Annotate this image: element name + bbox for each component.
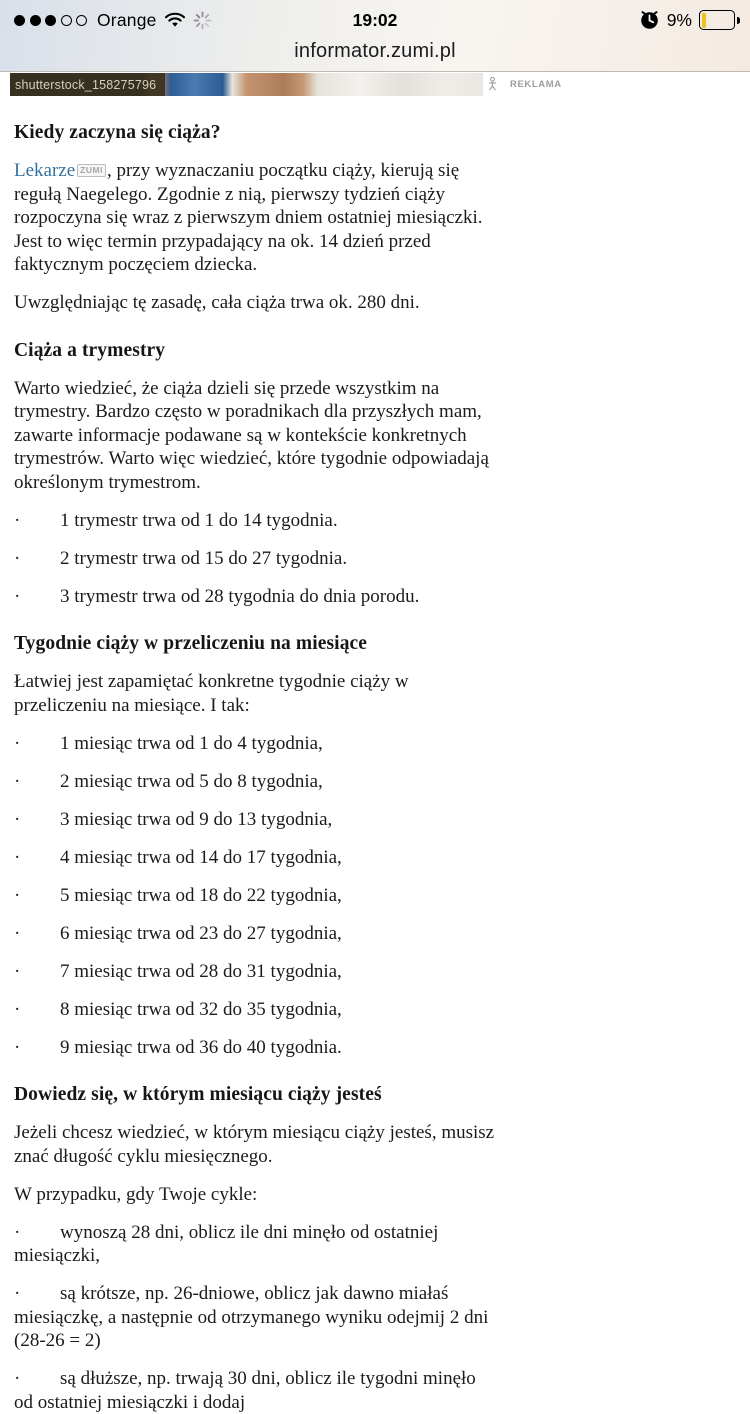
bullet-item: · 2 trymestr trwa od 15 do 27 tygodnia.: [14, 547, 348, 569]
section-heading: Ciąża a trymestry: [14, 339, 166, 361]
paragraph: Łatwiej jest zapamiętać konkretne tygodnie ciąży w przeliczeniu na miesiące. I tak:: [14, 671, 409, 716]
bullet-item: · są dłuższe, np. trwają 30 dni, oblicz ile tygodni minęło od ostatniej miesiączki i dodaj: [14, 1368, 476, 1413]
bullet-marker: ·: [14, 960, 21, 982]
bullet-marker: ·: [14, 770, 21, 792]
bullet-marker: ·: [14, 846, 21, 868]
section-heading: Kiedy zaczyna się ciąża?: [14, 122, 221, 143]
paragraph: Uwzględniając tę zasadę, cała ciąża trwa ok. 280 dni.: [14, 292, 420, 313]
alarm-clock-icon: [639, 10, 660, 30]
bullet-marker: ·: [14, 509, 21, 531]
bullet-marker: ·: [14, 1036, 21, 1058]
article: [0, 122, 496, 1414]
battery-icon: [699, 10, 740, 30]
url-bar[interactable]: informator.zumi.pl: [294, 40, 456, 62]
bullet-marker: ·: [14, 884, 21, 906]
ad-marker[interactable]: [483, 77, 562, 91]
status-bar: [0, 7, 750, 33]
bullet-item: · 9 miesiąc trwa od 36 do 40 tygodnia.: [14, 1036, 342, 1058]
battery-fill: [702, 13, 706, 28]
paragraph: Warto wiedzieć, że ciąża dzieli się przede wszystkim na trymestry. Bardzo często w poradnikach dla przyszłych mam, zawarte informacje podawane są w kontekście konkretnych trymestrów. Warto więc wiedzieć, które tygodnie odpowiadają określonym trymestrom.: [14, 377, 489, 493]
battery-percent: 9%: [666, 9, 692, 30]
paragraph: W przypadku, gdy Twoje cykle:: [14, 1183, 258, 1205]
bullet-marker: ·: [14, 1221, 21, 1243]
lekarze-link[interactable]: Lekarze: [14, 160, 76, 181]
hero-image: [10, 73, 483, 96]
bullet-item: · 1 trymestr trwa od 1 do 14 tygodnia.: [14, 509, 338, 531]
bullet-marker: ·: [14, 732, 21, 754]
bullet-marker: ·: [14, 998, 21, 1020]
bullet-item: · 2 miesiąc trwa od 5 do 8 tygodnia,: [14, 770, 323, 792]
bullet-item: · 8 miesiąc trwa od 32 do 35 tygodnia,: [14, 998, 342, 1020]
ad-label: REKLAMA: [510, 79, 562, 90]
bullet-item: · są krótsze, np. 26-dniowe, oblicz jak dawno miałaś miesiączkę, a następnie od otrzymanego wyniku odejmij 2 dni (28-26 = 2): [14, 1283, 489, 1351]
bullet-item: · 7 miesiąc trwa od 28 do 31 tygodnia,: [14, 960, 342, 982]
zumi-badge: ZUMI: [77, 164, 106, 177]
bullet-marker: ·: [14, 547, 21, 569]
paragraph: Jeżeli chcesz wiedzieć, w którym miesiącu ciąży jesteś, musisz znać długość cyklu miesięcznego.: [14, 1122, 495, 1167]
carrier-label: Orange: [97, 9, 157, 30]
bullet-item: · 6 miesiąc trwa od 23 do 27 tygodnia,: [14, 922, 342, 944]
bullet-item: · 1 miesiąc trwa od 1 do 4 tygodnia,: [14, 732, 323, 754]
bullet-item: · 3 miesiąc trwa od 9 do 13 tygodnia,: [14, 808, 333, 830]
hero-row: [0, 73, 750, 97]
bullet-marker: ·: [14, 585, 21, 607]
section-heading: Tygodnie ciąży w przeliczeniu na miesiące: [14, 633, 368, 654]
bullet-marker: ·: [14, 1368, 21, 1389]
bullet-item: · 4 miesiąc trwa od 14 do 17 tygodnia,: [14, 846, 342, 868]
ad-person-icon: [483, 77, 497, 91]
status-time: 19:02: [352, 9, 398, 30]
bullet-item: · 5 miesiąc trwa od 18 do 22 tygodnia,: [14, 884, 342, 906]
bullet-item: · wynoszą 28 dni, oblicz ile dni minęło od ostatniej miesiączki,: [14, 1221, 439, 1266]
section-heading: Dowiedz się, w którym miesiącu ciąży jesteś: [14, 1084, 382, 1105]
bullet-item: · 3 trymestr trwa od 28 tygodnia do dnia porodu.: [14, 585, 420, 607]
safari-top-chrome: [0, 0, 750, 72]
stock-watermark: shutterstock_158275796: [10, 73, 165, 96]
bullet-marker: ·: [14, 922, 21, 944]
bullet-marker: ·: [14, 1283, 21, 1304]
paragraph: Lekarze ZUMI , przy wyznaczaniu początku ciąży, kierują się regułą Naegelego. Zgodnie z nią, pierwszy tydzień ciąży rozpoczyna się wraz z pierwszym dniem ostatniej miesiączki. Jest to więc termin przypadający na ok. 14 dzień przed faktycznym poczęciem dziecka.: [14, 160, 483, 275]
bullet-marker: ·: [14, 808, 21, 830]
